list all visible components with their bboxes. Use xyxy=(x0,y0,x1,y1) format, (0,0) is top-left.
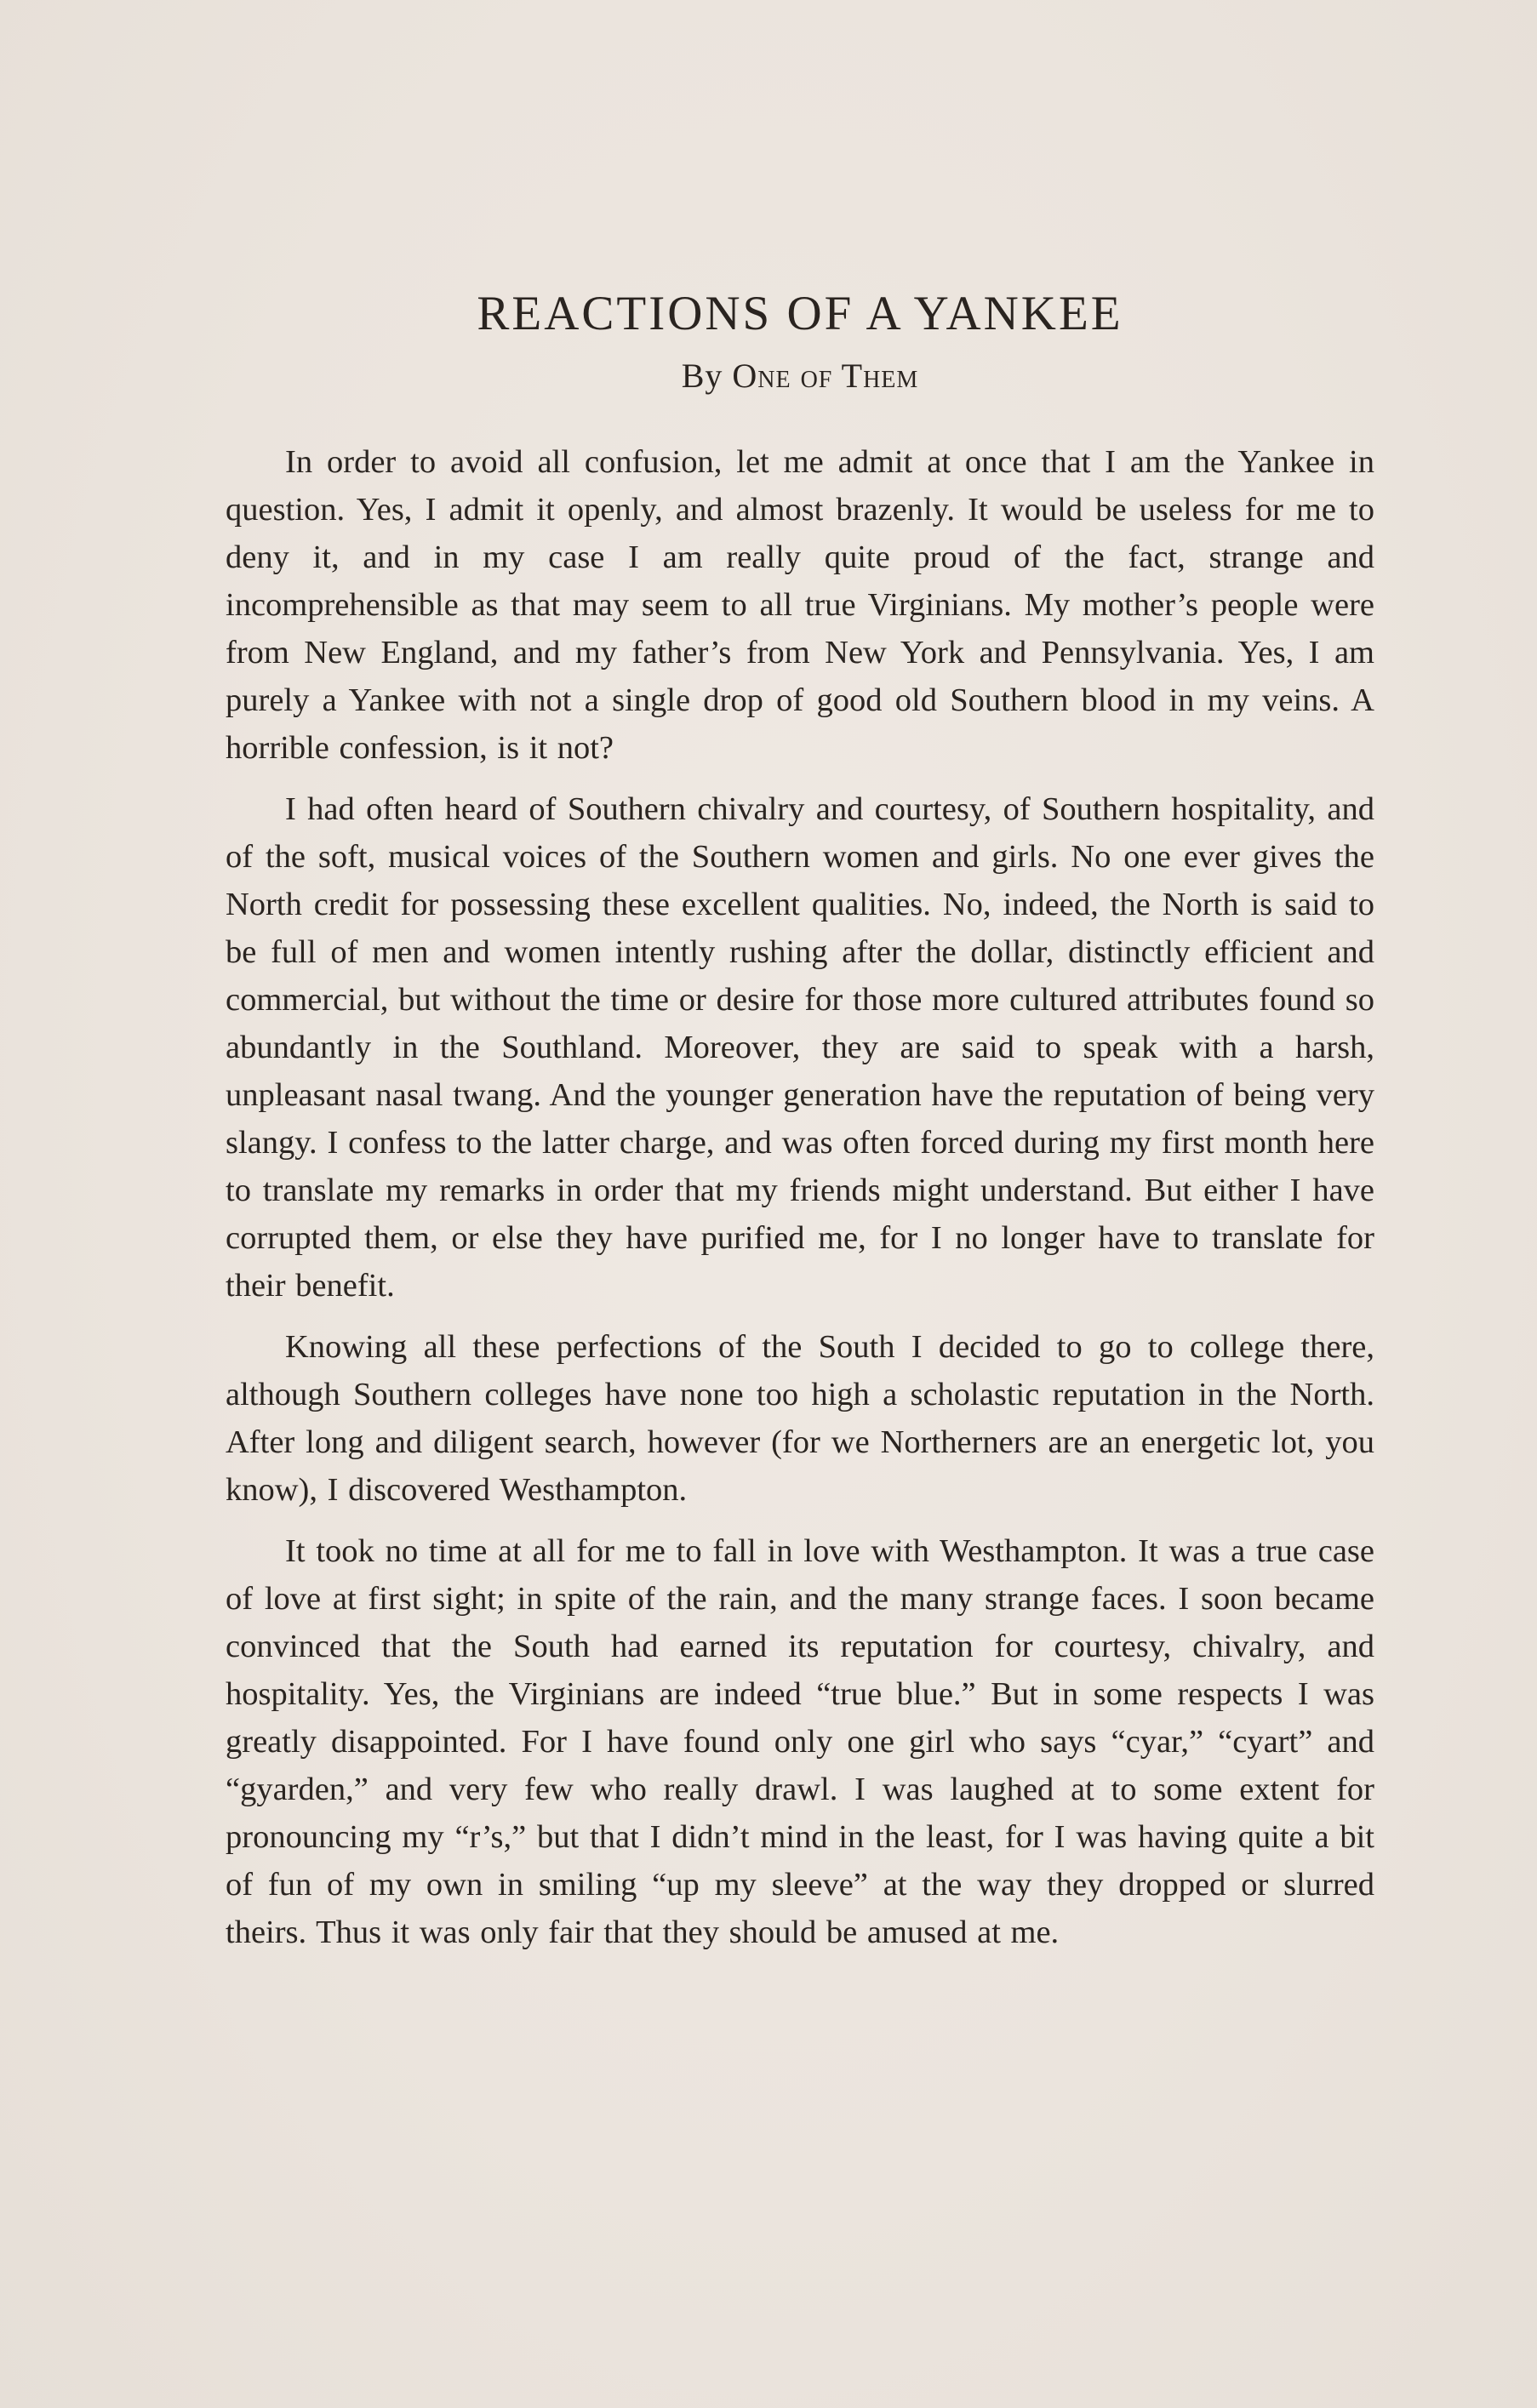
article-title: REACTIONS OF A YANKEE xyxy=(477,287,1123,340)
paragraph: It took no time at all for me to fall in love with Westhampton. It was a true case of love at first sight; in spite of the rain, and the many strange faces. I soon became convinced that the South had earned its reputation for courtesy, chivalry, and hospitality. Yes, the Virginians are indeed “true blue.” But in some respects I was greatly disappointed. For I have found only one girl who says “cyar,” “cyart” and “gyarden,” and very few who really drawl. I was laughed at to some extent for pronouncing my “r’s,” but that I didn’t mind in the least, for I was having quite a bit of fun of my own in smiling “up my sleeve” at the way they dropped or slurred theirs. Thus it was only fair that they should be amused at me. xyxy=(226,1533,1374,1950)
paragraph: I had often heard of Southern chivalry and courtesy, of Southern hospitality, and of the soft, musical voices of the Southern women and girls. No one ever gives the North credit for possessing these excellent qualities. No, indeed, the North is said to be full of men and women intently rushing after the dollar, distinctly efficient and commercial, but without the time or desire for those more cultured attributes found so abundantly in the Southland. Moreover, they are said to speak with a harsh, unpleasant nasal twang. And the younger generation have the reputation of being very slangy. I confess to the latter charge, and was often forced during my first month here to translate my remarks in order that my friends might understand. But either I have corrupted them, or else they have purified me, for I no longer have to translate for their benefit. xyxy=(226,791,1374,1304)
byline-prefix: By xyxy=(681,357,723,395)
article xyxy=(226,289,1374,1970)
byline-author: One of Them xyxy=(732,357,919,395)
article-body xyxy=(226,438,1374,1956)
paragraph: Knowing all these perfections of the South I decided to go to college there, although Southern colleges have none too high a scholastic reputation in the North. After long and diligent search, however (for we Northerners are an energetic lot, you know), I discovered Westhampton. xyxy=(226,1329,1374,1508)
byline xyxy=(226,359,1374,393)
paragraph: In order to avoid all confusion, let me admit at once that I am the Yankee in question. Yes, I admit it openly, and almost brazenly. It would be useless for me to deny it, and in my case I am really quite proud of the fact, strange and incomprehensible as that may seem to all true Virginians. My mother’s people were from New England, and my father’s from New York and Pennsylvania. Yes, I am purely a Yankee with not a single drop of good old Southern blood in my veins. A horrible confession, is it not? xyxy=(226,444,1374,766)
